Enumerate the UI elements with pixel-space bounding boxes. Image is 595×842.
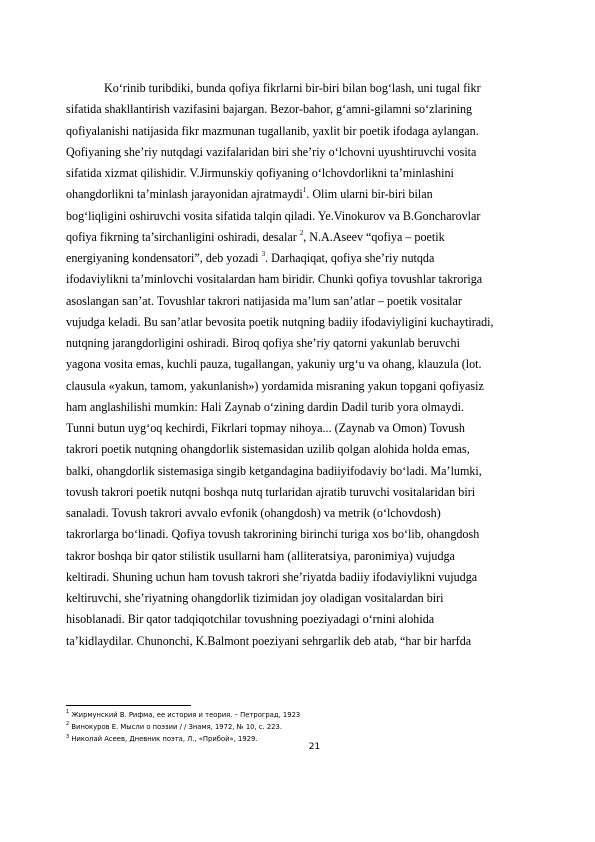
footnote-text: Жирмунский В. Рифма, ее история и теория. – Петроград, 1923 (71, 711, 301, 719)
text-line: ta’kidlaydilar. Chunonchi, K.Balmont poeziyani sehrgarlik deb atab, “har bir harfda (66, 633, 472, 648)
text-segment: energiyaning kondensatori”, deb yozadi (66, 251, 262, 265)
text-line: Qofiyaning she’riy nutqdagi vazifalaridan biri she’riy o‘lchovni uyushtiruvchi vosita (66, 144, 477, 159)
text-line: sifatida xizmat qilishidir. V.Jirmunskiy qofiyaning o‘lchovdorlikni ta’minlashini (66, 166, 454, 180)
text-line: clausula «yakun, tamom, yakunlanish») yordamida misraning yakun topgani qofiyasiz (66, 378, 484, 393)
footnote-item (66, 709, 546, 721)
text-line: takrori poetik nutqning ohangdorlik sistemasidan uzilib qolgan alohida holda emas, (66, 442, 470, 457)
text-line: sanaladi. Tovush takrori avvalo evfonik (ohangdosh) va metrik (o‘lchovdosh) (66, 506, 441, 520)
text-segment: qofiya fikrning ta’sirchanligini oshiradi, desalar (66, 229, 300, 244)
text-line: balki, ohangdorlik sistemasiga singib ketgandagina badiiyifodaviy bo‘ladi. Ma’lumki, (66, 463, 482, 478)
footnote-text: Николай Асеев, Дневник поэта, Л., «Прибой», 1929. (71, 735, 258, 744)
footnote-number: 1 (66, 709, 70, 716)
footnote-number: 2 (66, 721, 70, 728)
footnotes (66, 709, 546, 746)
text-line (66, 248, 566, 269)
text-line: Tunni butun uyg‘oq kechirdi, Fikrlari topmay nihoya... (Zaynab va Omon) Tovush (66, 421, 465, 435)
footnote-ref-1[interactable]: 1 (302, 186, 307, 195)
text-line: asoslangan san’at. Tovushlar takrori natijasida ma’lum san’atlar – poetik vositalar (66, 293, 462, 308)
text-line: vujudga keladi. Bu san’atlar bevosita poetik nutqning badiiy ifodaviyligini kuchaytiradi, (66, 314, 494, 329)
footnote-number: 3 (66, 733, 70, 740)
text-line: tovush takrori poetik nutqni boshqa nutq turlaridan ajratib turuvchi vositalaridan biri (66, 484, 476, 499)
text-line: Ko‘rinib turibdiki, bunda qofiya fikrlarni bir-biri bilan bog‘lash, uni tugal fikr (104, 81, 481, 95)
text-line: ham anglashilishi mumkin: Hali Zaynab o‘zining dardin Dadil turib yora olmaydi. (66, 399, 465, 414)
text-line (66, 184, 566, 205)
text-line: sifatida shakllantirish vazifasini bajargan. Bezor-bahor, g‘amni-gilamni so‘zlarining (66, 102, 473, 117)
text-line: ifodaviylikni ta’minlovchi vositalardan ham biridir. Chunki qofiya tovushlar takroriga (66, 272, 483, 287)
text-line: nutqning jarangdorligini oshiradi. Biroq qofiya she’riy qatorni yakunlab beruvchi (66, 336, 460, 350)
text-line: takror boshqa bir qator stilistik usullarni ham (alliteratsiya, paronimiya) vujudga (66, 548, 455, 563)
text-segment: . Olim ularni bir-biri bilan (306, 187, 433, 202)
text-segment: . Darhaqiqat, qofiya she’riy nutqda (265, 251, 435, 265)
text-line: yagona vosita emas, kuchli pauza, tugallangan, yakuniy urg‘u va ohang, klauzula (lot. (66, 357, 482, 372)
footnote-ref-3[interactable]: 3 (261, 249, 266, 258)
text-line: keltiradi. Shuning uchun ham tovush takrori she’riyatda badiiy ifodaviylikni vujudga (66, 569, 478, 584)
footnote-ref-2[interactable]: 2 (299, 228, 304, 237)
footnote-item (66, 721, 546, 733)
text-segment: ohangdorlikni ta’minlash jarayonidan ajratmaydi (66, 187, 303, 202)
text-line: keltiruvchi, she’riyatning ohangdorlik tizimidan joy oladigan vositalardan biri (66, 591, 444, 605)
footnote-separator (66, 705, 191, 706)
page-number: 21 (308, 742, 321, 752)
text-line: hisoblanadi. Bir qator tadqiqotchilar tovushning poeziyadagi o‘rnini alohida (66, 612, 435, 627)
text-line (66, 227, 566, 248)
text-line: bog‘liqligini oshiruvchi vosita sifatida talqin qiladi. Ye.Vinokurov va B.Goncharovlar (66, 208, 481, 223)
text-line: takrorlarga bo‘linadi. Qofiya tovush takrorining birinchi turiga xos bo‘lib, ohangdosh (66, 527, 480, 542)
footnote-text: Винокуров Е. Мысли о поэзии / / Знамя, 1972, № 10, с. 223. (71, 723, 282, 732)
text-line: qofiyalanishi natijasida fikr mazmunan tugallanib, yaxlit bir poetik ifodaga aylangan. (66, 123, 479, 138)
body-paragraph (66, 78, 566, 652)
text-segment: , N.A.Aseev “qofiya – poetik (303, 229, 445, 244)
